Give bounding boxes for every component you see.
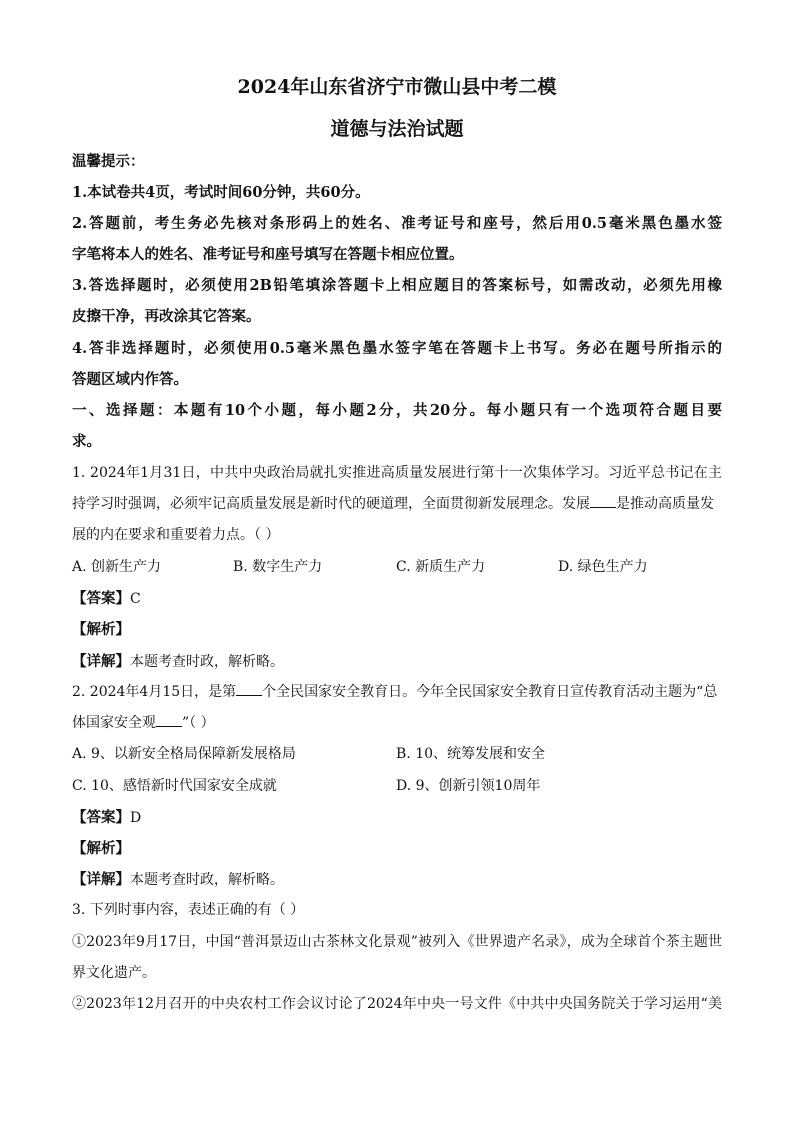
q3-statement-1-line-1: ①2023年9月17日，中国“普洱景迈山古茶林文化景观”被列入《世界遗产名录》，成为全球首个茶主题世 — [72, 934, 722, 950]
section-heading-line-2: 求。 — [72, 433, 101, 450]
q1-stem-line-2b: 是推动高质量发 — [616, 496, 714, 512]
q2-stem-line-2a: 体国家安全观 — [72, 715, 156, 731]
tip-item-4-line-1: 4.答非选择题时，必须使用0.5毫米黑色墨水签字笔在答题卡上书写。务必在题号所指示的 — [72, 340, 722, 357]
q2-stem-line-1b: 个全民国家安全教育日。今年全民国家安全教育日宣传教育活动主题为“总 — [262, 684, 718, 700]
tip-item-2-line-2: 字笔将本人的姓名、准考证号和座号填写在答题卡相应位置。 — [72, 246, 464, 263]
q2-option-d: D. 9、创新引领10周年 — [396, 778, 541, 794]
q2-detail-text: 本题考查时政，解析略。 — [130, 872, 284, 888]
q1-answer — [72, 587, 141, 608]
q1-answer-tag: 【答案】 — [72, 590, 130, 607]
q2-answer-value: D — [130, 810, 142, 826]
q2-option-b: B. 10、统筹发展和安全 — [396, 746, 546, 762]
q1-option-b: B. 数字生产力 — [233, 559, 323, 575]
q3-stem: 3. 下列时事内容，表述正确的有（ ） — [72, 902, 305, 918]
tip-item-3-line-2: 皮擦干净，再改涂其它答案。 — [72, 308, 261, 325]
q2-detail — [72, 868, 284, 889]
q1-option-d: D. 绿色生产力 — [558, 559, 648, 575]
page-title: 2024年山东省济宁市微山县中考二模 — [237, 76, 557, 98]
q1-detail-text: 本题考查时政，解析略。 — [130, 654, 284, 670]
q2-analysis-tag: 【解析】 — [72, 840, 130, 857]
q2-stem-line-2 — [72, 712, 215, 732]
q1-detail — [72, 650, 284, 671]
section-heading-line-1: 一、选择题：本题有10个小题，每小题2分，共20分。每小题只有一个选项符合题目要 — [72, 402, 722, 419]
q2-blank-2 — [156, 714, 182, 727]
q1-analysis-tag: 【解析】 — [72, 621, 130, 638]
q1-stem-line-2 — [72, 493, 714, 513]
q2-detail-tag: 【详解】 — [72, 871, 130, 888]
q2-option-a: A. 9、以新安全格局保障新发展格局 — [72, 746, 296, 762]
q2-option-c: C. 10、感悟新时代国家安全成就 — [72, 778, 277, 794]
q3-statement-2-line-1: ②2023年12月召开的中央农村工作会议讨论了2024年中央一号文件《中共中央国务院关于学习运用“美 — [72, 996, 722, 1012]
q1-detail-tag: 【详解】 — [72, 653, 130, 670]
q2-stem-line-1a: 2. 2024年4月15日，是第 — [72, 684, 237, 700]
tip-item-3-line-1: 3.答选择题时，必须使用2B铅笔填涂答题卡上相应题目的答案标号，如需改动，必须先用橡 — [72, 277, 722, 294]
q2-answer — [72, 806, 141, 827]
q2-blank-1 — [236, 683, 262, 696]
q1-option-a: A. 创新生产力 — [72, 559, 162, 575]
q2-stem-line-1 — [72, 681, 717, 701]
q1-stem-line-1: 1. 2024年1月31日，中共中央政治局就扎实推进高质量发展进行第十一次集体学习。习近平总书记在主 — [72, 465, 722, 481]
q3-statement-1-line-2: 界文化遗产。 — [72, 965, 156, 981]
tip-item-4-line-2: 答题区域内作答。 — [72, 371, 188, 388]
q1-blank — [590, 495, 616, 508]
q2-stem-line-2b: ”（ ） — [182, 715, 215, 731]
q1-stem-line-3: 展的内在要求和重要着力点。（ ） — [72, 527, 280, 543]
q1-stem-line-2a: 持学习时强调，必须牢记高质量发展是新时代的硬道理，全面贯彻新发展理念。发展 — [72, 496, 590, 512]
q1-option-c: C. 新质生产力 — [396, 559, 486, 575]
q1-answer-value: C — [130, 591, 141, 607]
tips-heading: 温馨提示： — [72, 153, 145, 170]
q2-answer-tag: 【答案】 — [72, 809, 130, 826]
page-subtitle: 道德与法治试题 — [330, 118, 464, 140]
tip-item-2-line-1: 2.答题前，考生务必先核对条形码上的姓名、准考证号和座号，然后用0.5毫米黑色墨水签 — [72, 215, 722, 232]
tip-item-1: 1.本试卷共4页，考试时间60分钟，共60分。 — [72, 184, 370, 201]
